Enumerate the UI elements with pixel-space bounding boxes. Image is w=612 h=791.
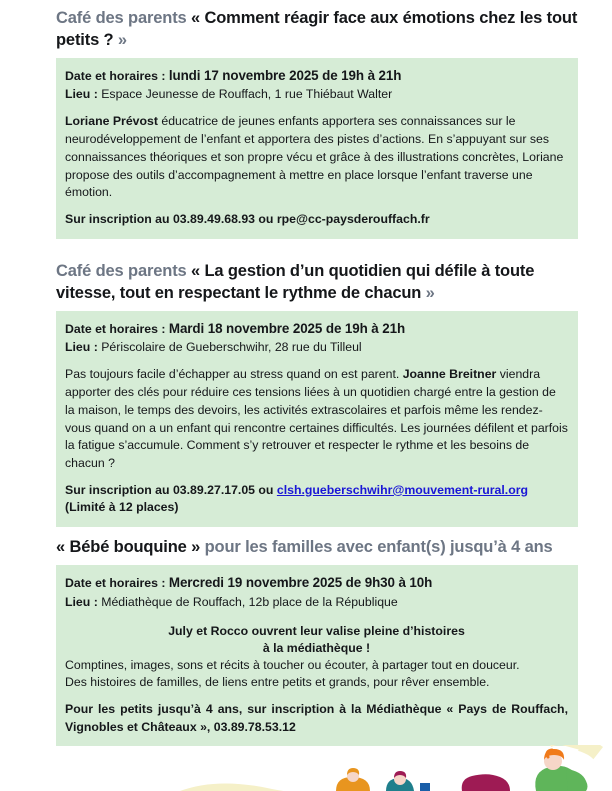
section-3-place-value: Médiathèque de Rouffach, 12b place de la République <box>101 594 398 609</box>
section-2-place-label: Lieu : <box>65 340 102 355</box>
section-1-date-line <box>65 66 568 86</box>
section-2-signup-pre: Sur inscription au 03.89.27.17.05 ou <box>65 482 277 497</box>
section-2-description-post: viendra apporter des clés pour réduire ces tensions liées à un quotidien chargé entre la gestion de la maison, le temps des devoirs, les activités extrascolaires et parfois même les rendez-vous quand on a un enfant qui rencontre certaines difficultés. Les journées défilent et parfois la fatigue s’accumule. Comment s’y retrouver et respecter le rythme et les besoins de chacun ? <box>65 367 568 470</box>
book-pages-burst <box>543 745 603 761</box>
section-2-heading <box>56 261 578 305</box>
section-1-heading-prefix: Café des parents <box>56 9 192 27</box>
event-section-cafe-des-parents-quotidien <box>56 261 578 527</box>
magenta-child-figure <box>462 774 510 791</box>
children-reading-illustration <box>0 745 612 791</box>
section-2-details-box <box>56 311 578 528</box>
section-2-close-guillemet: » <box>421 283 435 302</box>
section-3-tagline <box>65 623 568 657</box>
section-1-speaker-name: Loriane Prévost <box>65 114 158 129</box>
section-1-heading <box>56 8 578 52</box>
teal-child-figure <box>386 771 414 791</box>
section-3-heading <box>56 537 578 559</box>
section-2-email-link[interactable]: clsh.gueberschwihr@mouvement-rural.org <box>276 482 529 497</box>
section-3-place-line <box>65 594 568 612</box>
section-1-details-box <box>56 58 578 239</box>
section-2-date-line <box>65 319 568 339</box>
section-1-open-guillemet: « <box>191 9 205 27</box>
section-3-description-line-1: Comptines, images, sons et récits à toucher ou écouter, à partager tout en douceur. <box>65 657 520 672</box>
section-3-heading-suffix: pour les familles avec enfant(s) jusqu’à 4 ans <box>200 538 553 556</box>
section-1-heading-quoted: Comment réagir face aux émotions chez les tout petits ? <box>56 9 578 49</box>
section-2-signup <box>65 482 568 517</box>
section-2-place-line <box>65 339 568 357</box>
section-3-open-guillemet: « <box>56 538 70 556</box>
section-3-description-line-2: Des histoires de familles, de liens entre petits et grands, pour rêver ensemble. <box>65 675 490 690</box>
cloud-backdrop <box>526 749 601 789</box>
section-2-heading-prefix: Café des parents <box>56 262 192 280</box>
orange-child-figure <box>336 768 370 791</box>
section-3-tagline-line-2: à la médiathèque ! <box>262 640 371 655</box>
section-1-place-label: Lieu : <box>65 87 102 102</box>
section-2-open-guillemet: « <box>191 262 205 280</box>
section-2-signup-post: (Limité à 12 places) <box>65 500 179 515</box>
section-2-description <box>65 366 568 472</box>
blue-block <box>420 783 430 791</box>
section-3-close-guillemet: » <box>186 538 201 556</box>
green-child-figure <box>535 749 587 791</box>
section-2-heading-quoted: La gestion d’un quotidien qui défile à toute vitesse, tout en respectant le rythme de chacun <box>56 262 535 302</box>
ground-hill <box>180 783 320 791</box>
section-1-description-text: éducatrice de jeunes enfants apportera ses connaissances sur le neurodéveloppement de l’enfant et apportera des pistes d’actions. En s’appuyant sur ses connaissances théoriques et son propre vécu et grâce à des illustrations concrètes, Loriane propose des outils d’accompagnement à mettre en place lorsque l’enfant traverse une émotion. <box>65 114 564 200</box>
section-2-place-value: Périscolaire de Gueberschwihr, 28 rue du Tilleul <box>101 340 362 355</box>
section-1-description <box>65 113 568 202</box>
section-1-place-value: Espace Jeunesse de Rouffach, 1 rue Thiébaut Walter <box>101 87 393 102</box>
section-1-date-value: lundi 17 novembre 2025 de 19h à 21h <box>168 67 402 83</box>
section-1-signup: Sur inscription au 03.89.49.68.93 ou rpe@cc-paysderouffach.fr <box>65 211 430 226</box>
section-3-details-box <box>56 565 578 747</box>
section-1-place-line <box>65 86 568 104</box>
section-2-speaker-name: Joanne Breitner <box>402 367 497 382</box>
section-3-heading-quoted: Bébé bouquine <box>69 538 187 556</box>
section-1-date-label: Date et horaires : <box>65 68 169 83</box>
section-3-date-label: Date et horaires : <box>65 575 169 590</box>
event-section-bebe-bouquine <box>56 537 578 746</box>
section-3-signup: Pour les petits jusqu’à 4 ans, sur inscription à la Médiathèque « Pays de Rouffach, Vignobles et Châteaux », 03.89.78.53.12 <box>65 702 568 734</box>
section-2-date-value: Mardi 18 novembre 2025 de 19h à 21h <box>168 320 406 336</box>
event-section-cafe-des-parents-emotions <box>56 8 578 239</box>
section-3-date-value: Mercredi 19 novembre 2025 de 9h30 à 10h <box>168 574 433 590</box>
section-1-close-guillemet: » <box>113 30 127 49</box>
section-3-date-line <box>65 573 568 593</box>
section-2-date-label: Date et horaires : <box>65 321 169 336</box>
section-2-description-pre: Pas toujours facile d’échapper au stress quand on est parent. <box>65 367 403 382</box>
section-3-tagline-line-1: July et Rocco ouvrent leur valise pleine d’histoires <box>168 623 465 638</box>
section-3-place-label: Lieu : <box>65 594 102 609</box>
